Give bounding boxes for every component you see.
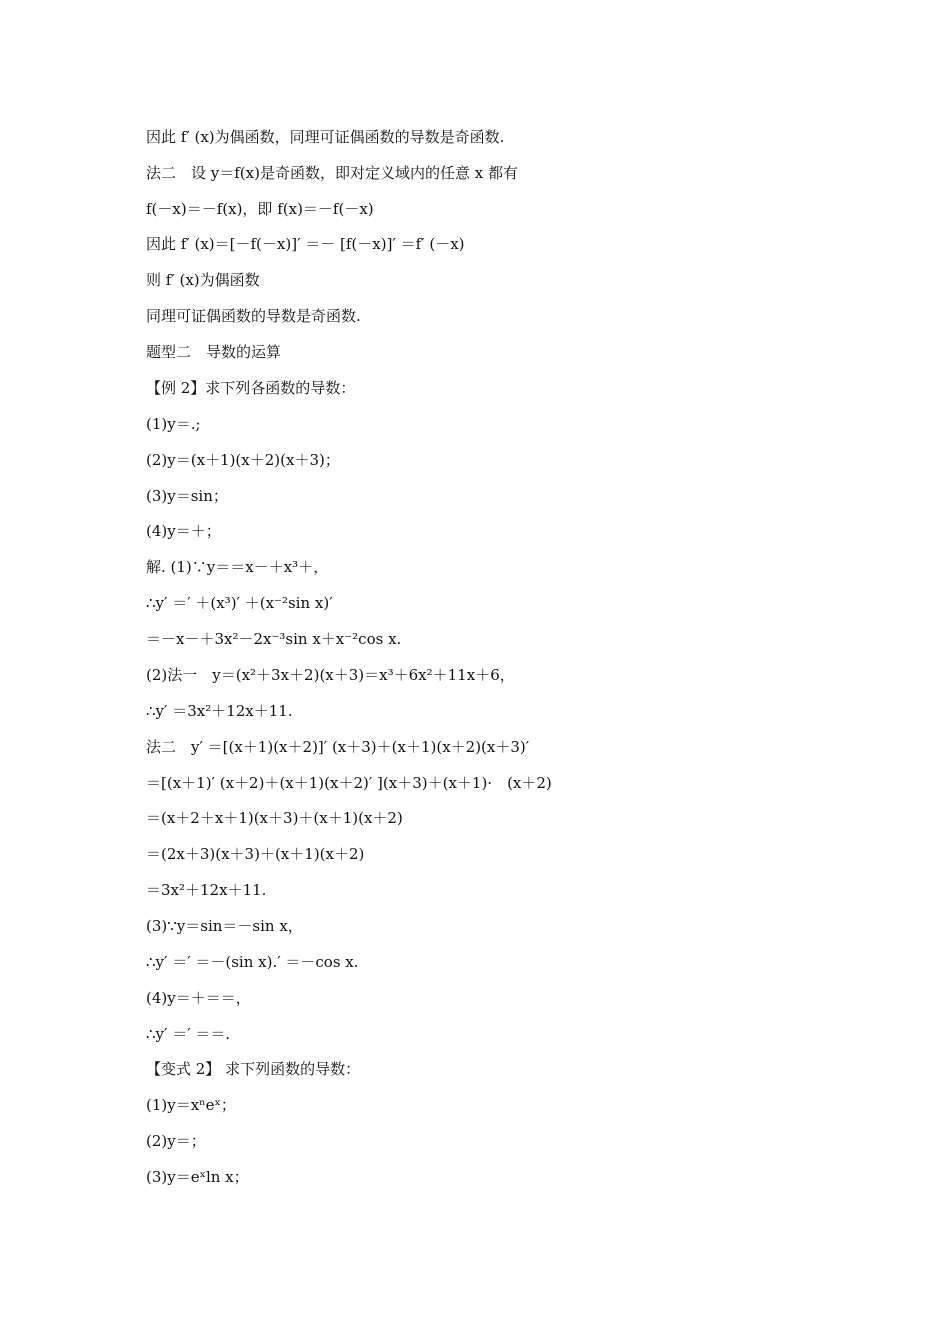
text-line: 解. (1)∵y＝＝x－＋x³＋，	[146, 558, 329, 576]
text-line: ∴y′ ＝′ ＝－(sin x).′ ＝－cos x.	[146, 953, 359, 971]
text-line: ＝3x²＋12x＋11.	[146, 881, 267, 899]
text-line: (3)y＝sin；	[146, 487, 228, 505]
section-heading: 题型二 导数的运算	[146, 343, 282, 361]
text-line: ∴y′ ＝′ ＋(x³)′ ＋(x⁻²sin x)′	[146, 594, 333, 612]
text-line: (1)y＝xⁿeˣ；	[146, 1096, 236, 1114]
text-line: (3)∵y＝sin＝－sin x，	[146, 917, 303, 935]
text-line: (2)法一 y＝(x²＋3x＋2)(x＋3)＝x³＋6x²＋11x＋6，	[146, 666, 515, 684]
text-line: (4)y＝＋；	[146, 522, 221, 540]
text-line: ∴y′ ＝3x²＋12x＋11.	[146, 702, 293, 720]
text-line: (2)y＝(x＋1)(x＋2)(x＋3)；	[146, 451, 340, 469]
text-line: ∴y′ ＝′ ＝＝.	[146, 1025, 231, 1043]
text-line: ＝－x－＋3x²－2x⁻³sin x＋x⁻²cos x.	[146, 630, 402, 648]
text-line: 法二 设 y＝f(x)是奇函数，即对定义域内的任意 x 都有	[146, 164, 518, 182]
text-line: ＝(x＋2＋x＋1)(x＋3)＋(x＋1)(x＋2)	[146, 809, 403, 827]
text-line: 则 f′ (x)为偶函数	[146, 271, 260, 289]
example-heading: 【例 2】求下列各函数的导数：	[146, 379, 356, 397]
text-line: (1)y＝.;	[146, 415, 201, 433]
text-line: 法二 y′ ＝[(x＋1)(x＋2)]′ (x＋3)＋(x＋1)(x＋2)(x＋3)′	[146, 738, 530, 756]
variant-heading: 【变式 2】 求下列函数的导数：	[146, 1060, 361, 1078]
text-line: ＝(2x＋3)(x＋3)＋(x＋1)(x＋2)	[146, 845, 365, 863]
text-line: (2)y＝；	[146, 1132, 206, 1150]
text-line: 因此 f′ (x)为偶函数，同理可证偶函数的导数是奇函数.	[146, 128, 505, 146]
text-line: 因此 f′ (x)＝[－f(－x)]′ ＝－ [f(－x)]′ ＝f′ (－x)	[146, 235, 465, 253]
text-line: (3)y＝eˣln x；	[146, 1168, 249, 1186]
text-line: 同理可证偶函数的导数是奇函数.	[146, 307, 361, 325]
text-line: ＝[(x＋1)′ (x＋2)＋(x＋1)(x＋2)′ ](x＋3)＋(x＋1)· (x＋2)	[146, 774, 552, 792]
text-line: (4)y＝＋＝＝，	[146, 989, 251, 1007]
text-line: f(－x)＝－f(x)，即 f(x)＝－f(－x)	[146, 200, 374, 218]
